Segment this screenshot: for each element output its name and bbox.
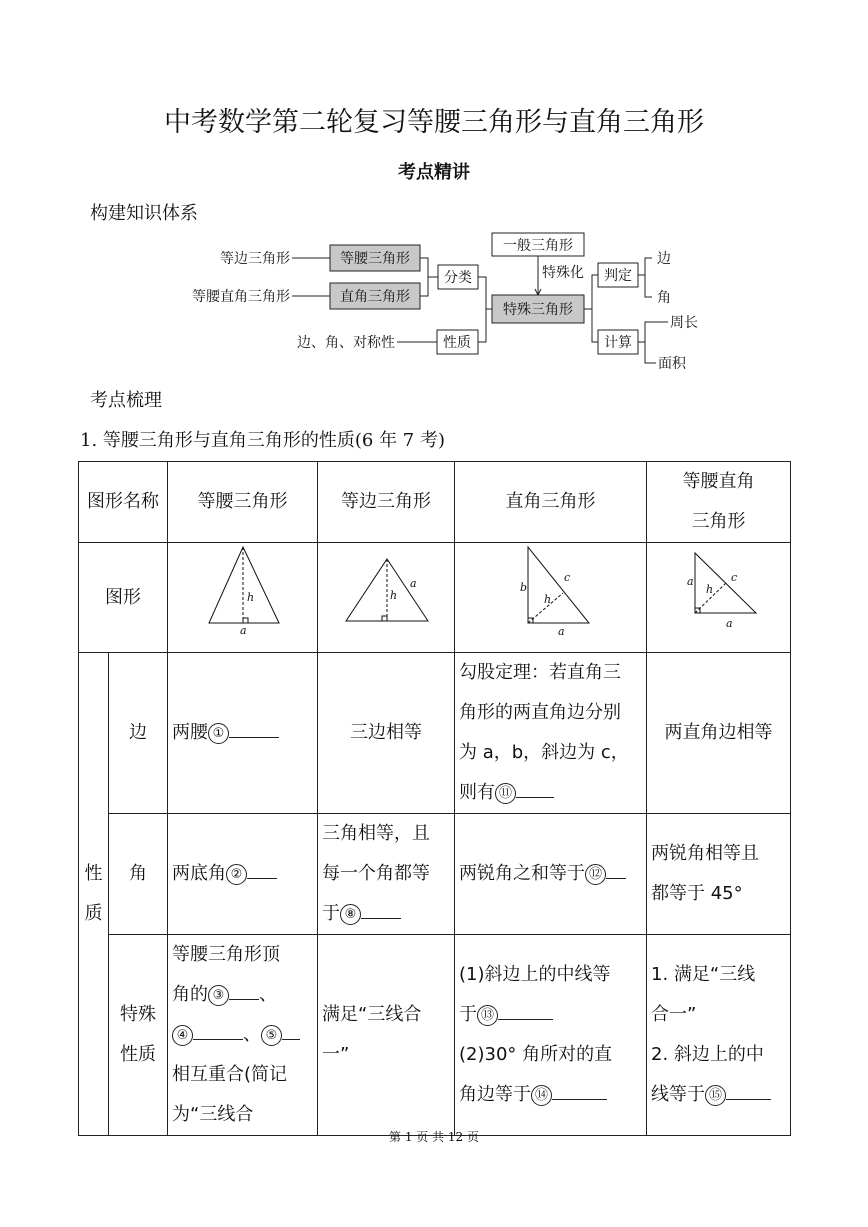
figure-iso-right [647, 543, 791, 653]
header-isosceles: 等腰三角形 [168, 462, 318, 543]
row-label-side: 边 [109, 653, 168, 814]
cell-iso-right-angle: 两锐角相等且 都等于 45° [647, 814, 791, 935]
figure-equilateral [318, 543, 455, 653]
mindmap-perimeter: 周长 [670, 315, 698, 331]
figure-isosceles [168, 543, 318, 653]
mindmap-special: 特殊三角形 [503, 302, 573, 318]
svg-text:a: a [557, 625, 565, 637]
cell-equilateral-angle: 三角相等，且 每一个角都等 于 ⑧ [318, 814, 455, 935]
header-iso-right: 等腰直角 三角形 [647, 462, 791, 543]
knowledge-mindmap [0, 225, 868, 385]
section-heading-knowledge: 构建知识体系 [90, 203, 198, 224]
mindmap-label-iso-right: 等腰直角三角形 [192, 289, 290, 305]
mindmap-area: 面积 [658, 356, 686, 372]
svg-text:c: c [563, 571, 570, 584]
cell-right-special: (1)斜边上的中线等 于 ⑬ (2)30° 角所对的直 角边等于 ⑭ [455, 935, 647, 1136]
row-label-special: 特殊 性质 [109, 935, 168, 1136]
table-row-side [79, 653, 791, 814]
svg-text:a: a [726, 617, 733, 630]
mindmap-label-sides-angles: 边、角、对称性 [297, 335, 395, 351]
row-label-figure: 图形 [79, 543, 168, 653]
svg-text:a: a [239, 624, 247, 637]
svg-text:b: b [519, 581, 527, 594]
table-header-row [79, 462, 791, 543]
subtitle: 考点精讲 [398, 162, 470, 183]
mindmap-label-equilateral: 等边三角形 [220, 251, 290, 267]
svg-text:h: h [246, 591, 254, 604]
mindmap-specialize: 特殊化 [542, 265, 584, 281]
mindmap-judge-side: 边 [657, 251, 671, 267]
mindmap-general: 一般三角形 [503, 238, 573, 254]
cell-right-side: 勾股定理：若直角三 角形的两直角边分别 为 a，b，斜边为 c， 则有 ⑪ [455, 653, 647, 814]
mindmap-judge: 判定 [604, 268, 632, 284]
cell-iso-right-side: 两直角边相等 [647, 653, 791, 814]
svg-text:h: h [390, 589, 398, 602]
row-label-angle: 角 [109, 814, 168, 935]
properties-table [78, 461, 791, 1136]
mindmap-judge-angle: 角 [657, 290, 671, 306]
mindmap-property: 性质 [443, 335, 471, 351]
figure-right [455, 543, 647, 653]
mindmap-box-isosceles-label: 等腰三角形 [340, 251, 410, 267]
cell-isosceles-angle: 两底角 ② [168, 814, 318, 935]
section-heading-points: 考点梳理 [90, 390, 162, 411]
header-right: 直角三角形 [455, 462, 647, 543]
table-figure-row [79, 543, 791, 653]
page-footer: 第 1 页 共 12 页 [389, 1130, 479, 1144]
svg-text:h: h [706, 583, 714, 596]
mindmap-compute: 计算 [604, 335, 632, 351]
header-equilateral: 等边三角形 [318, 462, 455, 543]
group-label-property: 性 质 [79, 653, 109, 1136]
item-heading: 1. 等腰三角形与直角三角形的性质(6 年 7 考) [80, 430, 446, 451]
svg-text:c: c [731, 571, 738, 584]
cell-iso-right-special: 1. 满足“三线 合一” 2. 斜边上的中 线等于 ⑮ [647, 935, 791, 1136]
table-row-angle [79, 814, 791, 935]
svg-text:a: a [410, 577, 417, 590]
page-title: 中考数学第二轮复习等腰三角形与直角三角形 [164, 107, 704, 138]
cell-isosceles-side: 两腰 ① [168, 653, 318, 814]
cell-isosceles-special: 等腰三角形顶 角的 ③ 、 ④ 、 ⑤ 相互重合(简记 为“三线合 [168, 935, 318, 1136]
table-row-special [79, 935, 791, 1136]
mindmap-box-right-label: 直角三角形 [340, 289, 410, 305]
cell-right-angle: 两锐角之和等于 ⑫ [455, 814, 647, 935]
cell-equilateral-special: 满足“三线合 一” [318, 935, 455, 1136]
svg-text:h: h [543, 593, 551, 606]
header-shape-name: 图形名称 [79, 462, 168, 543]
mindmap-classify: 分类 [444, 270, 472, 286]
svg-text:a: a [687, 575, 694, 588]
cell-equilateral-side: 三边相等 [318, 653, 455, 814]
